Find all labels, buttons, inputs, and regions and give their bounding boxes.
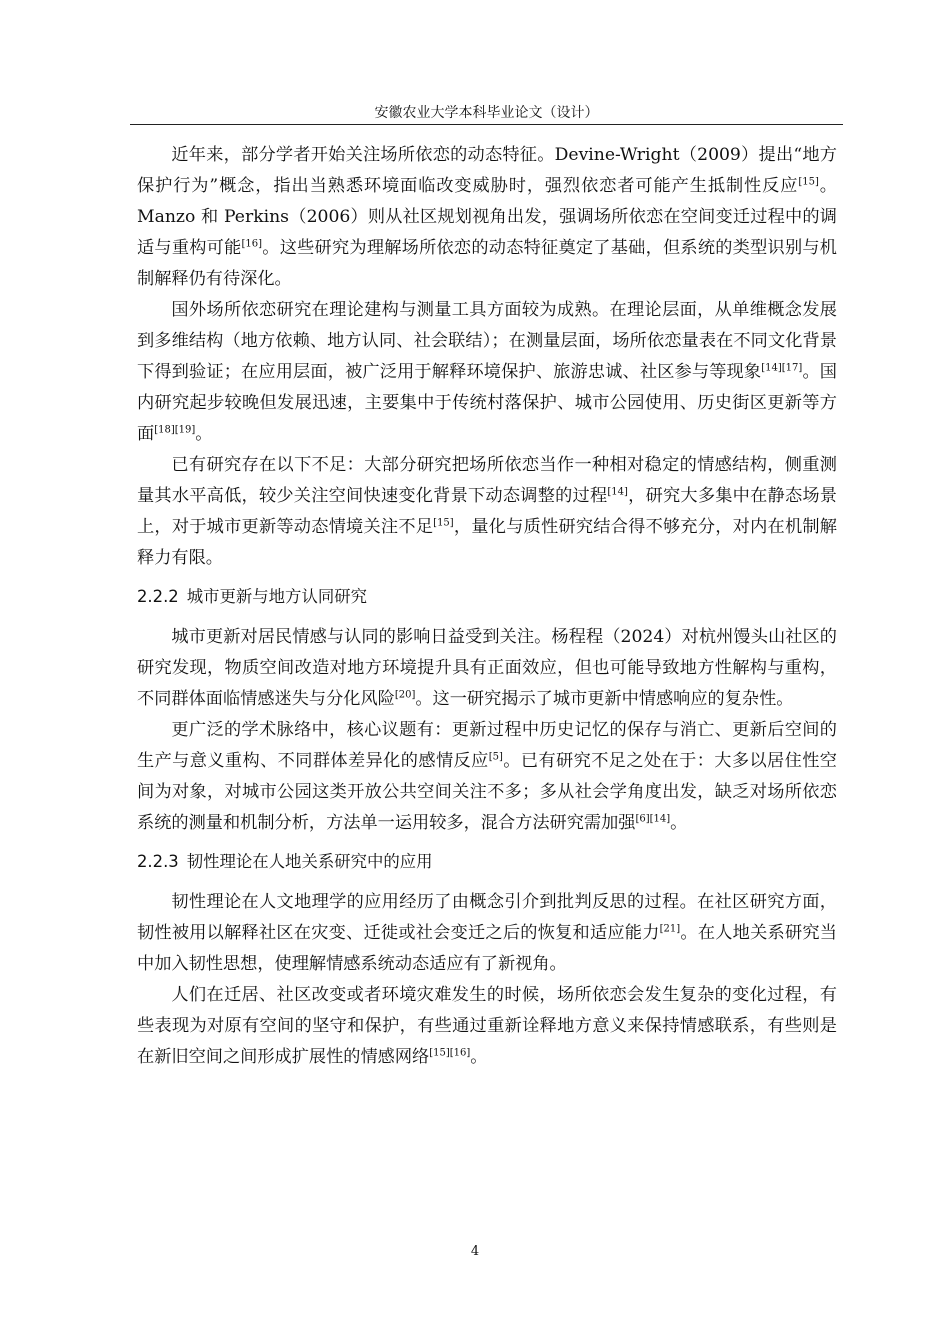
citation-ref: [5] [488, 751, 503, 763]
header-rule [130, 124, 843, 125]
body-content [137, 140, 837, 1073]
body-paragraph [137, 140, 837, 295]
citation-ref: [15] [433, 517, 454, 529]
text-run: ，量化与质性研究结合得不够充分，对内在机制解释力有限。 [137, 517, 837, 568]
body-paragraph [137, 450, 837, 574]
section-title: 韧性理论在人地关系研究中的应用 [186, 852, 433, 871]
text-run: 已有研究存在以下不足：大部分研究把场所依恋当作一种相对稳定的情感结构，侧重测量其水平高低，较少关注空间快速变化背景下动态调整的过程 [137, 455, 837, 506]
section-heading [137, 845, 837, 879]
body-paragraph [137, 887, 837, 980]
citation-ref: [20] [394, 689, 416, 701]
citation-ref: [14][17] [761, 362, 803, 374]
section-number: 2.2.3 [137, 852, 179, 871]
citation-ref: [16] [241, 238, 263, 250]
body-paragraph [137, 295, 837, 450]
text-run: ，研究大多集中在静态场景上，对于城市更新等动态情境关注不足 [137, 486, 837, 537]
text-run: 更广泛的学术脉络中，核心议题有：更新过程中历史记忆的保存与消亡、更新后空间的生产与意义重构、不同群体差异化的感情反应 [137, 720, 837, 771]
body-paragraph [137, 622, 837, 715]
text-run: 韧性理论在人文地理学的应用经历了由概念引介到批判反思的过程。在社区研究方面，韧性被用以解释社区在灾变、迁徙或社会变迁之后的恢复和适应能力 [137, 892, 837, 943]
citation-ref: [21] [659, 923, 681, 935]
page-number: 4 [470, 1244, 480, 1259]
text-run: 。 [195, 424, 213, 444]
body-paragraph [137, 980, 837, 1073]
text-run: 。Manzo 和 Perkins（2006）则从社区规划视角出发，强调场所依恋在空间变迁过程中的调适与重构可能 [137, 176, 837, 258]
text-run: 。已有研究不足之处在于：大多以居住性空间为对象，对城市公园这类开放公共空间关注不多；多从社会学角度出发，缺乏对场所依恋系统的测量和机制分析，方法单一运用较多，混合方法研究需加强 [137, 751, 837, 833]
citation-ref: [15][16] [429, 1047, 471, 1059]
text-run: 。 [670, 813, 688, 833]
text-run: 近年来，部分学者开始关注场所依恋的动态特征。Devine-Wright（2009）提出“地方保护行为”概念，指出当熟悉环境面临改变威胁时，强烈依恋者可能产生抵制性反应 [137, 145, 837, 196]
text-run: 。这一研究揭示了城市更新中情感响应的复杂性。 [415, 689, 794, 709]
body-paragraph [137, 715, 837, 839]
citation-ref: [6][14] [635, 813, 671, 825]
text-run: 。在人地关系研究当中加入韧性思想，使理解情感系统动态适应有了新视角。 [137, 923, 837, 974]
text-run: 。国内研究起步较晚但发展迅速，主要集中于传统村落保护、城市公园使用、历史街区更新等方面 [137, 362, 837, 444]
text-run: 。这些研究为理解场所依恋的动态特征奠定了基础，但系统的类型识别与机制解释仍有待深化。 [137, 238, 837, 289]
section-title: 城市更新与地方认同研究 [186, 587, 368, 606]
citation-ref: [15] [798, 176, 819, 188]
text-run: 城市更新对居民情感与认同的影响日益受到关注。杨程程（2024）对杭州馒头山社区的研究发现，物质空间改造对地方环境提升具有正面效应，但也可能导致地方性解构与重构，不同群体面临情感迷失与分化风险 [137, 627, 837, 709]
running-header: 安徽农业大学本科毕业论文（设计） [374, 105, 599, 121]
citation-ref: [18][19] [154, 424, 196, 436]
section-number: 2.2.2 [137, 587, 179, 606]
section-heading [137, 580, 837, 614]
text-run: 。 [470, 1047, 488, 1067]
text-run: 国外场所依恋研究在理论建构与测量工具方面较为成熟。在理论层面，从单维概念发展到多维结构（地方依赖、地方认同、社会联结）；在测量层面，场所依恋量表在不同文化背景下得到验证；在应用层面，被广泛用于解释环境保护、旅游忠诚、社区参与等现象 [137, 300, 837, 382]
citation-ref: [14] [607, 486, 628, 498]
text-run: 人们在迁居、社区改变或者环境灾难发生的时候，场所依恋会发生复杂的变化过程，有些表现为对原有空间的坚守和保护，有些通过重新诠释地方意义来保持情感联系，有些则是在新旧空间之间形成扩展性的情感网络 [137, 985, 837, 1067]
